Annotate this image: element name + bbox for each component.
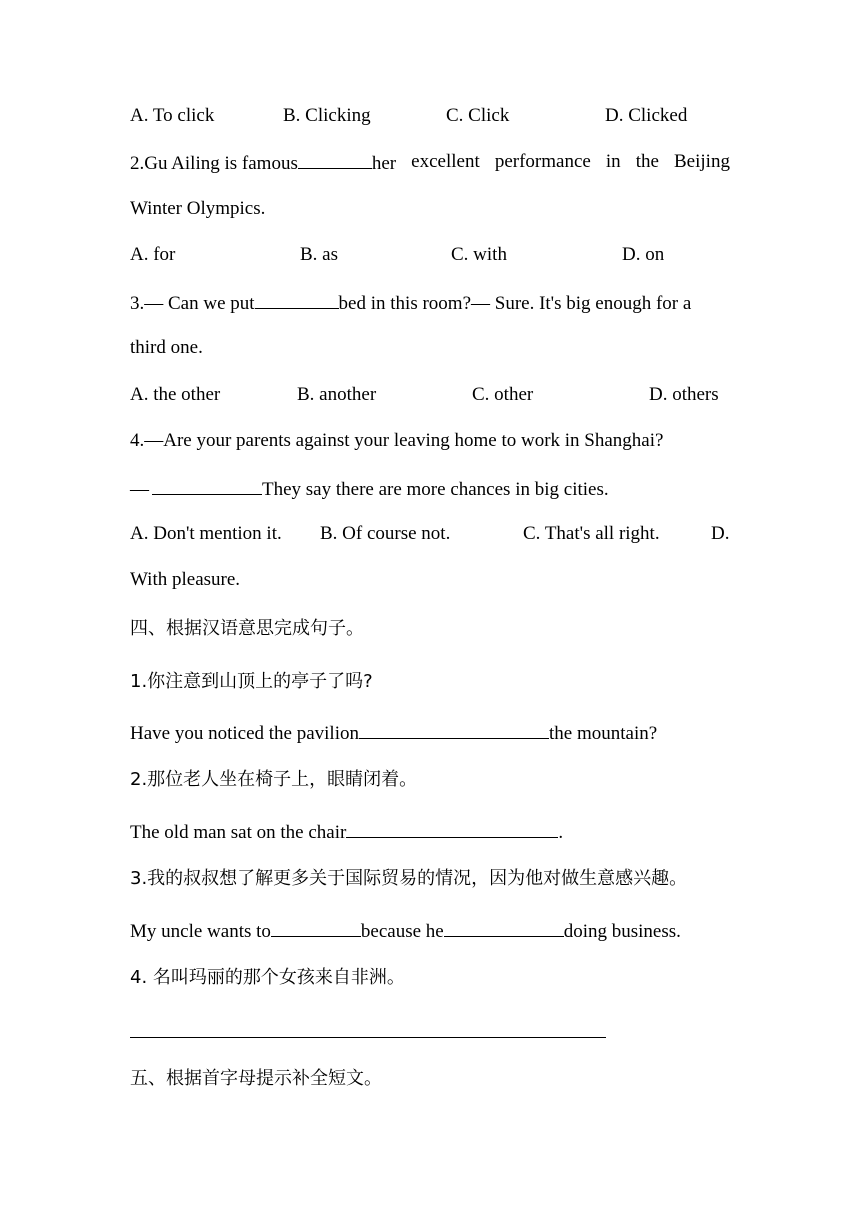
- q2-stem-line1: [130, 150, 730, 176]
- q3-option-c: C. other: [472, 384, 534, 405]
- s4-item2-pre: The old man sat on the chair: [130, 822, 347, 843]
- s4-item1-pre: Have you noticed the pavilion: [130, 723, 359, 744]
- q4-option-c: C. That's all right.: [523, 523, 660, 544]
- s4-item3-blank-1: [271, 918, 361, 937]
- s4-item3-blank-2: [444, 918, 564, 937]
- s4-item3-mid: because he: [360, 921, 444, 942]
- q2-option-c: C. with: [451, 244, 507, 265]
- s4-item1-blank: [359, 720, 549, 739]
- s4-item3-pre: My uncle wants to: [130, 921, 271, 942]
- q4-option-b: B. Of course not.: [320, 523, 451, 544]
- q3-blank: [255, 290, 339, 309]
- s4-item4-answer-line: [130, 1037, 606, 1038]
- s4-item2-blank: [346, 819, 558, 838]
- q2-word-5: the: [635, 151, 659, 172]
- q2-word-4: in: [605, 151, 621, 172]
- q4-blank: [152, 476, 262, 495]
- q3-stem-pre: 3.— Can we put: [130, 293, 255, 314]
- q3-option-d: D. others: [649, 384, 719, 405]
- q4-option-a: A. Don't mention it.: [130, 523, 282, 544]
- q4-dash: —: [130, 479, 149, 500]
- s4-item3-chinese: 3.我的叔叔想了解更多关于国际贸易的情况，因为他对做生意感兴趣。: [130, 868, 688, 889]
- s4-item1-chinese: 1.你注意到山顶上的亭子了吗?: [130, 671, 373, 692]
- q1-option-a: A. To click: [130, 105, 215, 126]
- q3-stem-line1: [130, 290, 691, 316]
- q2-stem-line2: Winter Olympics.: [130, 198, 266, 219]
- q3-stem-post: bed in this room?— Sure. It's big enough for a: [338, 293, 692, 314]
- s4-item3-post: doing business.: [563, 921, 681, 942]
- q2-stem-pre: 2.Gu Ailing is famous: [130, 153, 298, 174]
- s4-item4-chinese: 4. 名叫玛丽的那个女孩来自非洲。: [130, 967, 405, 988]
- s4-item2-chinese: 2.那位老人坐在椅子上，眼睛闭着。: [130, 769, 418, 790]
- q2-word-6: Beijing: [674, 151, 730, 172]
- q2-blank: [298, 150, 372, 169]
- q4-stem-post: They say there are more chances in big cities.: [262, 479, 609, 500]
- s4-item3-english: [130, 918, 681, 944]
- q4-stem-line1: 4.—Are your parents against your leaving home to work in Shanghai?: [130, 430, 664, 451]
- q4-option-d-text: With pleasure.: [130, 569, 241, 590]
- s4-item2-post: .: [558, 822, 564, 843]
- q2-word-1: her: [371, 153, 397, 174]
- q2-option-b: B. as: [300, 244, 338, 265]
- q2-option-d: D. on: [622, 244, 665, 265]
- q2-word-2: excellent: [411, 151, 480, 172]
- q1-option-b: B. Clicking: [283, 105, 371, 126]
- s4-item1-post: the mountain?: [549, 723, 658, 744]
- s4-item1-english: [130, 720, 657, 746]
- section5-title: 五、根据首字母提示补全短文。: [130, 1068, 382, 1089]
- q2-word-3: performance: [494, 151, 591, 172]
- q3-option-b: B. another: [297, 384, 377, 405]
- q1-option-c: C. Click: [446, 105, 510, 126]
- q3-option-a: A. the other: [130, 384, 221, 405]
- section4-title: 四、根据汉语意思完成句子。: [130, 618, 364, 639]
- q4-stem-line2: [130, 476, 609, 502]
- q4-option-d: D.: [711, 523, 730, 544]
- q3-stem-line2: third one.: [130, 337, 203, 358]
- q2-option-a: A. for: [130, 244, 176, 265]
- s4-item2-english: [130, 819, 563, 845]
- q1-option-d: D. Clicked: [605, 105, 688, 126]
